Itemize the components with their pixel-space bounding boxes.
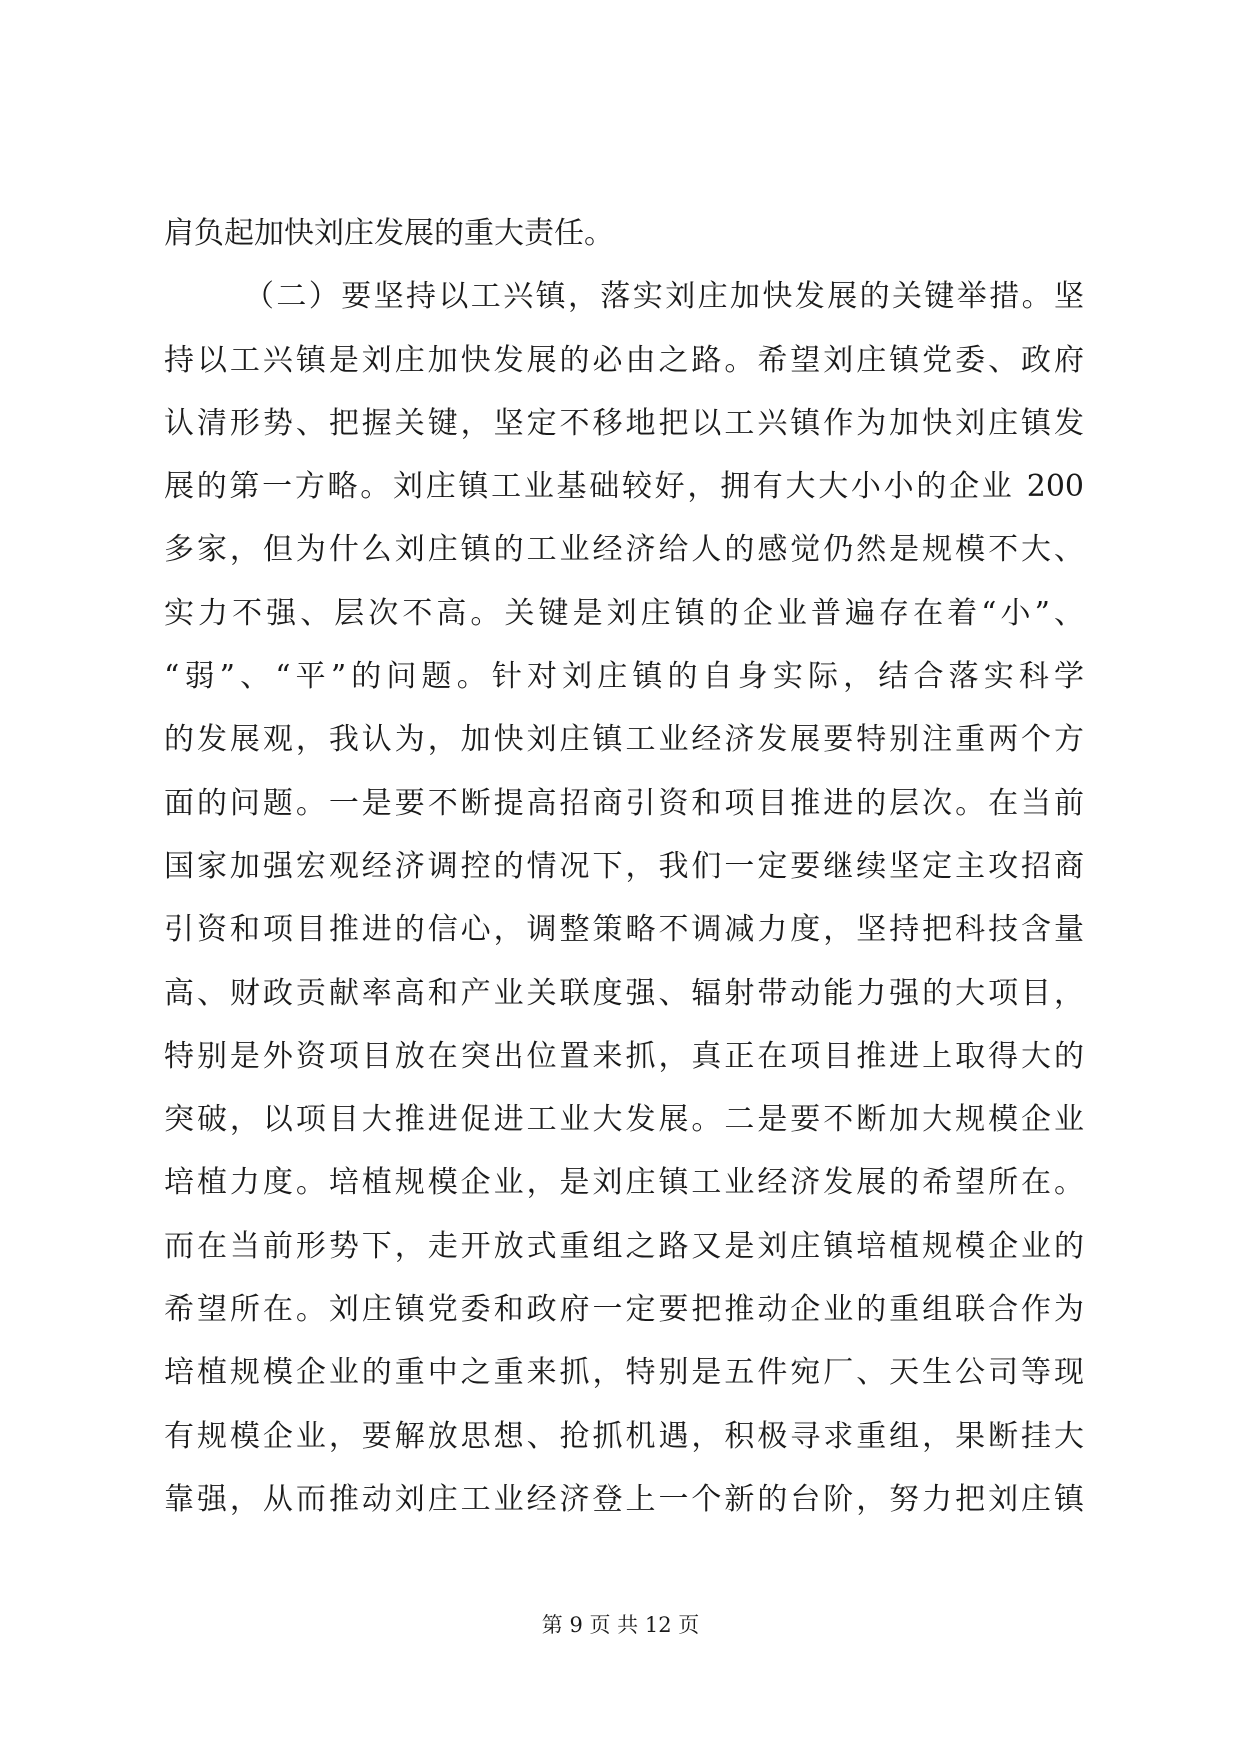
text-line: 引资和项目推进的信心，调整策略不调减力度，坚持把科技含量 xyxy=(164,912,1084,948)
text-line: 面的问题。一是要不断提高招商引资和项目推进的层次。在当前 xyxy=(164,785,1084,821)
text-line: 有规模企业，要解放思想、抢抓机遇，积极寻求重组，果断挂大 xyxy=(164,1418,1084,1454)
body-text xyxy=(164,208,1084,1537)
text-line: 国家加强宏观经济调控的情况下，我们一定要继续坚定主攻招商 xyxy=(164,848,1084,884)
text-line: 特别是外资项目放在突出位置来抓，真正在项目推进上取得大的 xyxy=(164,1038,1084,1074)
text-line: 实力不强、层次不高。关键是刘庄镇的企业普遍存在着“小”、 xyxy=(164,595,1084,631)
text-line: 多家，但为什么刘庄镇的工业经济给人的感觉仍然是规模不大、 xyxy=(164,532,1084,568)
text-line: 培植力度。培植规模企业，是刘庄镇工业经济发展的希望所在。 xyxy=(164,1165,1084,1201)
text-line: 肩负起加快刘庄发展的重大责任。 xyxy=(164,216,614,251)
text-line: 希望所在。刘庄镇党委和政府一定要把推动企业的重组联合作为 xyxy=(164,1292,1084,1328)
text-line: “弱”、“平”的问题。针对刘庄镇的自身实际，结合落实科学 xyxy=(164,659,1084,695)
text-line: 突破，以项目大推进促进工业大发展。二是要不断加大规模企业 xyxy=(164,1102,1084,1138)
text-line: 的发展观，我认为，加快刘庄镇工业经济发展要特别注重两个方 xyxy=(164,722,1084,758)
text-line: 高、财政贡献率高和产业关联度强、辐射带动能力强的大项目， xyxy=(164,975,1084,1011)
text-line: 而在当前形势下，走开放式重组之路又是刘庄镇培植规模企业的 xyxy=(164,1228,1084,1264)
text-line: （二）要坚持以工兴镇，落实刘庄加快发展的关键举措。坚 xyxy=(244,279,1084,315)
text-line: 展的第一方略。刘庄镇工业基础较好，拥有大大小小的企业 200 xyxy=(164,469,1084,505)
text-line: 持以工兴镇是刘庄加快发展的必由之路。希望刘庄镇党委、政府 xyxy=(164,342,1084,378)
text-line: 认清形势、把握关键，坚定不移地把以工兴镇作为加快刘庄镇发 xyxy=(164,405,1084,441)
text-line: 靠强，从而推动刘庄工业经济登上一个新的台阶，努力把刘庄镇 xyxy=(164,1481,1084,1517)
page-footer: 第 9 页 共 12 页 xyxy=(541,1613,700,1637)
text-line: 培植规模企业的重中之重来抓，特别是五件宛厂、天生公司等现 xyxy=(164,1355,1084,1391)
